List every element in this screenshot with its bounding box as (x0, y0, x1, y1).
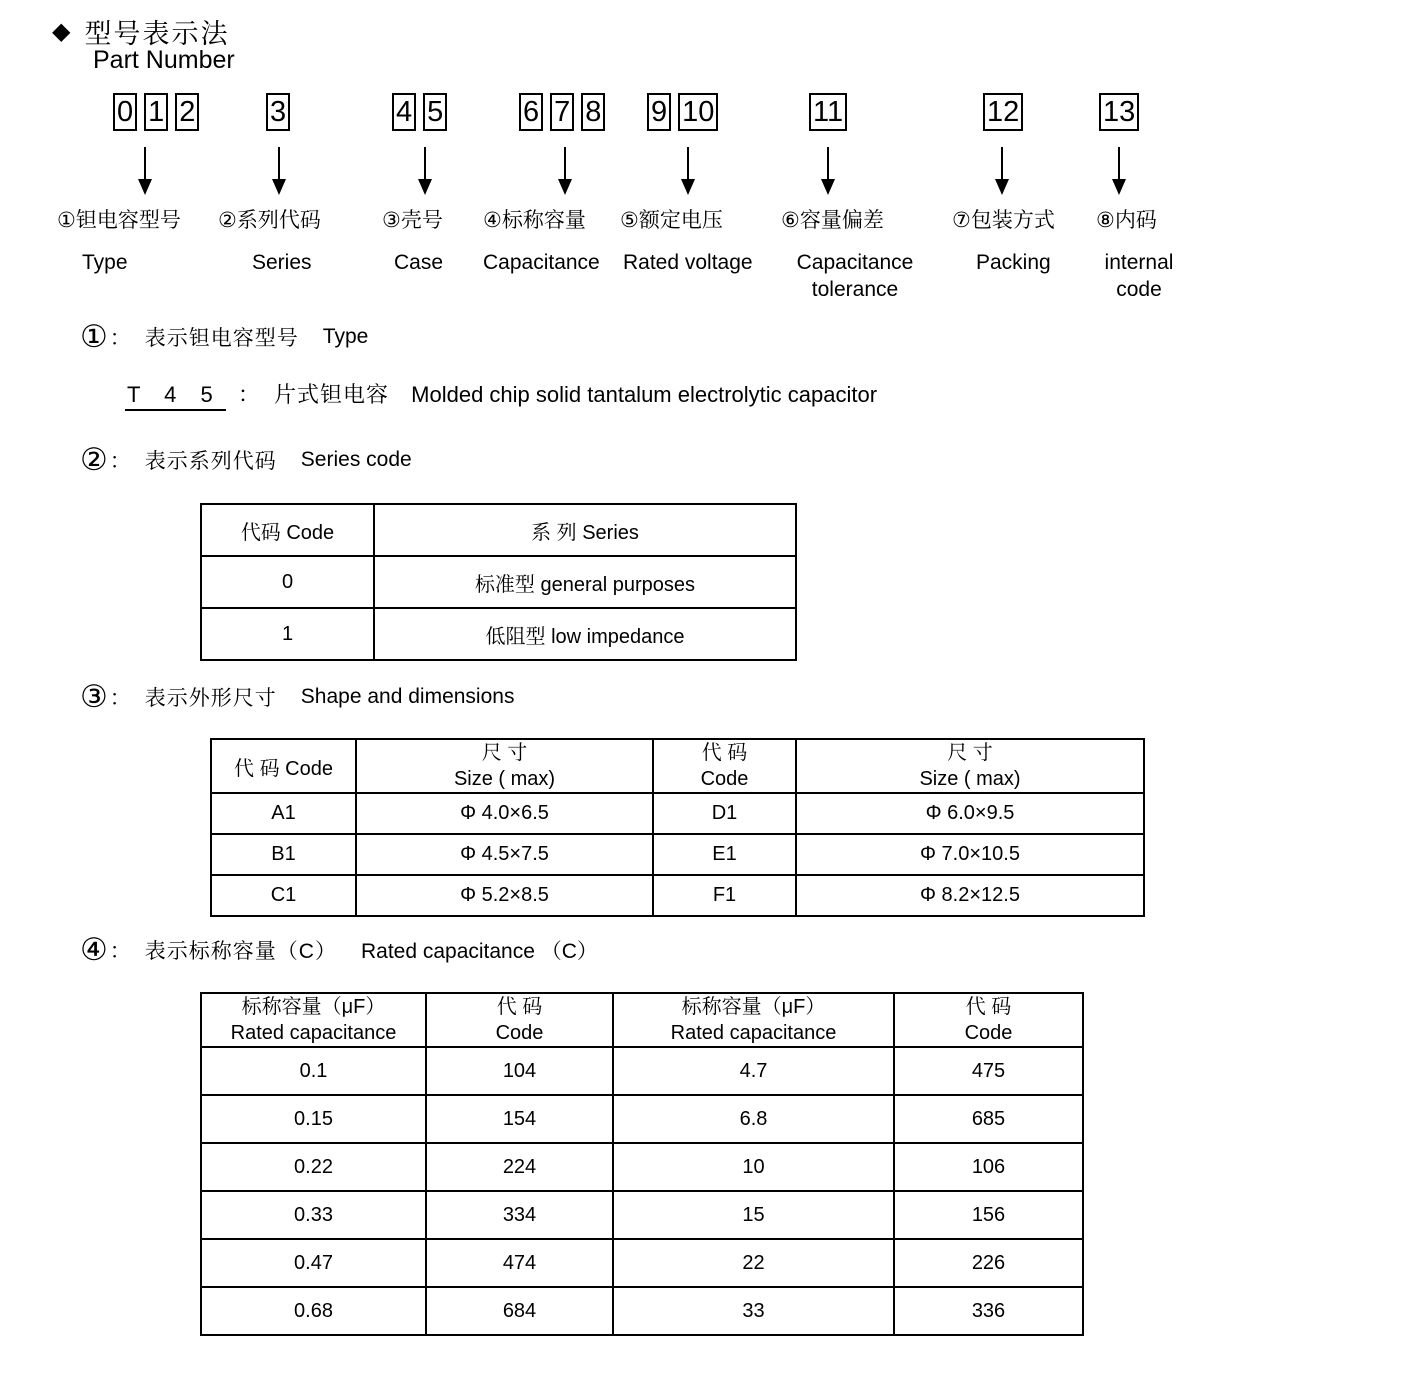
colon: ： (109, 940, 131, 963)
cell-capacitance: 0.15 (201, 1095, 426, 1143)
dimensions-table (210, 738, 1145, 917)
field-label-cn-tolerance: ⑥容量偏差 (781, 209, 884, 232)
cell-capacitance: 0.68 (201, 1287, 426, 1335)
type-code-line (125, 378, 877, 411)
cell-code: D1 (653, 793, 796, 834)
cell-code: C1 (211, 875, 356, 916)
header-cell: 标称容量（μF） Rated capacitance (613, 993, 894, 1047)
digit-box: 2 (175, 93, 199, 131)
digit-box: 6 (519, 93, 543, 131)
header-cell: 代 码 Code (653, 739, 796, 793)
page-title-en: Part Number (93, 46, 235, 74)
cell-size: Φ 6.0×9.5 (796, 793, 1144, 834)
down-arrow-icon (558, 147, 572, 195)
down-arrow-icon (138, 147, 152, 195)
digit-box: 9 (647, 93, 671, 131)
header-cell: 尺 寸 Size ( max) (796, 739, 1144, 793)
field-label-cn-voltage: ⑤额定电压 (620, 209, 723, 232)
page-title-cn: 型号表示法 (84, 19, 230, 49)
table-row (201, 556, 796, 608)
table-header-row (211, 739, 1144, 793)
cell-code: 0 (201, 556, 374, 608)
cell-code: 336 (894, 1287, 1083, 1335)
cell-code: 474 (426, 1239, 613, 1287)
field-label-cn-capacitance: ④标称容量 (483, 209, 586, 232)
section-3-number: ③ (80, 679, 108, 714)
cell-capacitance: 0.33 (201, 1191, 426, 1239)
colon: ： (109, 327, 131, 350)
down-arrow-icon (995, 147, 1009, 195)
type-code-desc-cn: 片式钽电容 (274, 382, 390, 407)
diamond-bullet-icon: ◆ (52, 17, 71, 45)
header-cell: 标称容量（μF） Rated capacitance (201, 993, 426, 1047)
cell-code: 334 (426, 1191, 613, 1239)
table-row (211, 834, 1144, 875)
digit-box: 1 (144, 93, 168, 131)
down-arrow-icon (1112, 147, 1126, 195)
digit-box: 4 (392, 93, 416, 131)
digit-box: 10 (678, 93, 718, 131)
cell-code: F1 (653, 875, 796, 916)
cell-capacitance: 10 (613, 1143, 894, 1191)
section-2-number: ② (80, 442, 108, 477)
table-row (201, 1287, 1083, 1335)
cell-code: 685 (894, 1095, 1083, 1143)
field-label-cn-case: ③壳号 (382, 209, 443, 232)
digit-box: 12 (983, 93, 1023, 131)
cell-code: 154 (426, 1095, 613, 1143)
section-3-title-en: Shape and dimensions (300, 685, 515, 708)
cell-code: 106 (894, 1143, 1083, 1191)
down-arrow-icon (418, 147, 432, 195)
field-label-cn-series: ②系列代码 (218, 209, 321, 232)
capacitance-code-table (200, 992, 1084, 1336)
digit-group-case (392, 93, 447, 131)
cell-capacitance: 6.8 (613, 1095, 894, 1143)
header-cell: 系 列 Series (374, 504, 796, 556)
down-arrow-icon (681, 147, 695, 195)
cell-series: 低阻型 low impedance (374, 608, 796, 660)
section-2-title-cn: 表示系列代码 (144, 450, 277, 473)
digit-group-voltage (647, 93, 718, 131)
field-label-en-case: Case (394, 251, 444, 274)
header-cell: 尺 寸 Size ( max) (356, 739, 653, 793)
table-row (201, 608, 796, 660)
series-code-table (200, 503, 797, 661)
section-3-heading (80, 680, 514, 714)
digit-box: 8 (581, 93, 605, 131)
cell-size: Φ 8.2×12.5 (796, 875, 1144, 916)
header-cell: 代码 Code (201, 504, 374, 556)
table-row (201, 1047, 1083, 1095)
down-arrow-icon (821, 147, 835, 195)
section-1-heading (80, 320, 368, 354)
field-label-en-capacitance: Capacitance (483, 251, 600, 274)
digit-box: 3 (266, 93, 290, 131)
cell-code: 226 (894, 1239, 1083, 1287)
cell-size: Φ 4.5×7.5 (356, 834, 653, 875)
field-label-en-packing: Packing (976, 251, 1051, 274)
digit-box: 5 (423, 93, 447, 131)
digit-group-series (266, 93, 290, 131)
cell-size: Φ 7.0×10.5 (796, 834, 1144, 875)
digit-group-type (113, 93, 199, 131)
table-row (201, 1095, 1083, 1143)
cell-code: A1 (211, 793, 356, 834)
field-label-en-tolerance: Capacitance tolerance (796, 251, 914, 301)
section-4-title-cn: 表示标称容量（C） (144, 940, 337, 963)
cell-code: B1 (211, 834, 356, 875)
down-arrow-icon (272, 147, 286, 195)
table-row (201, 1143, 1083, 1191)
field-label-en-voltage: Rated voltage (623, 251, 753, 274)
section-2-title-en: Series code (300, 448, 412, 471)
digit-box: 13 (1099, 93, 1139, 131)
cell-code: 684 (426, 1287, 613, 1335)
cell-code: 475 (894, 1047, 1083, 1095)
cell-capacitance: 0.1 (201, 1047, 426, 1095)
cell-capacitance: 0.22 (201, 1143, 426, 1191)
section-1-number: ① (80, 319, 108, 354)
type-code: T 4 5 (125, 382, 226, 411)
cell-size: Φ 4.0×6.5 (356, 793, 653, 834)
cell-code: 224 (426, 1143, 613, 1191)
digit-group-packing (983, 93, 1023, 131)
table-row (211, 793, 1144, 834)
colon: ： (109, 687, 131, 710)
field-label-cn-packing: ⑦包装方式 (952, 209, 1055, 232)
digit-group-capacitance (519, 93, 605, 131)
section-4-heading (80, 933, 598, 967)
colon: ： (237, 382, 260, 407)
table-row (211, 875, 1144, 916)
table-header-row (201, 993, 1083, 1047)
header-cell: 代 码 Code (894, 993, 1083, 1047)
section-4-title-en: Rated capacitance （C） (360, 940, 598, 963)
colon: ： (109, 450, 131, 473)
digit-box: 7 (550, 93, 574, 131)
cell-capacitance: 22 (613, 1239, 894, 1287)
section-2-heading (80, 443, 412, 477)
cell-size: Φ 5.2×8.5 (356, 875, 653, 916)
table-header-row (201, 504, 796, 556)
cell-capacitance: 4.7 (613, 1047, 894, 1095)
section-1-title-cn: 表示钽电容型号 (144, 327, 299, 350)
header-cell: 代 码 Code (426, 993, 613, 1047)
type-code-desc-en: Molded chip solid tantalum electrolytic capacitor (411, 382, 878, 407)
field-label-en-type: Type (82, 251, 128, 274)
section-4-number: ④ (80, 932, 108, 967)
cell-capacitance: 15 (613, 1191, 894, 1239)
table-row (201, 1191, 1083, 1239)
digit-box: 11 (809, 93, 847, 131)
section-1-title-en: Type (322, 325, 369, 348)
digit-box: 0 (113, 93, 137, 131)
cell-code: E1 (653, 834, 796, 875)
field-label-en-internal: internal code (1104, 251, 1174, 301)
cell-capacitance: 33 (613, 1287, 894, 1335)
cell-code: 1 (201, 608, 374, 660)
cell-code: 104 (426, 1047, 613, 1095)
cell-series: 标准型 general purposes (374, 556, 796, 608)
header-cell: 代 码 Code (211, 739, 356, 793)
digit-group-tolerance (809, 93, 847, 131)
field-label-en-series: Series (252, 251, 312, 274)
cell-capacitance: 0.47 (201, 1239, 426, 1287)
field-label-cn-internal: ⑧内码 (1096, 209, 1157, 232)
field-label-cn-type: ①钽电容型号 (57, 209, 181, 232)
digit-group-internal (1099, 93, 1139, 131)
table-row (201, 1239, 1083, 1287)
cell-code: 156 (894, 1191, 1083, 1239)
section-3-title-cn: 表示外形尺寸 (144, 687, 277, 710)
